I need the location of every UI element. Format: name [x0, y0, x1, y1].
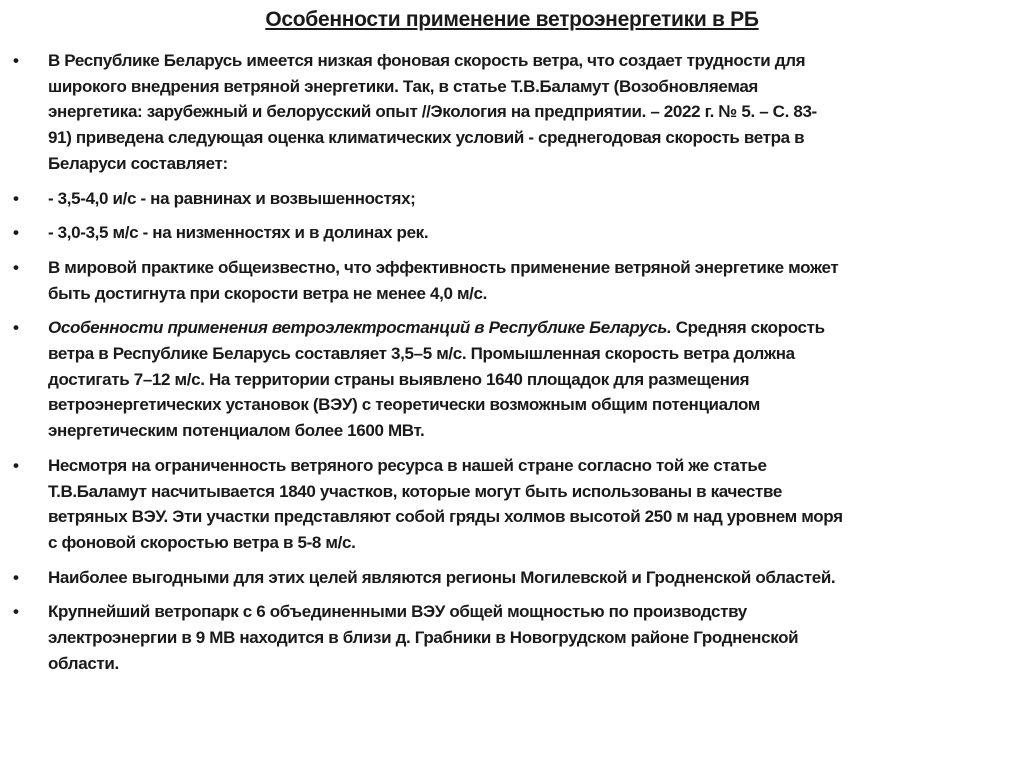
text-line — [48, 151, 1024, 177]
text-segment: ветра в Республике Беларусь составляет 3,5–5 м/с. Промышленная скорость ветра должна — [48, 344, 795, 364]
bullet-item — [0, 315, 1024, 444]
text-segment: - 3,0-3,5 м/с - на низменностях и в долинах рек. — [48, 223, 429, 243]
text-segment: области. — [48, 653, 119, 673]
text-segment: 91) приведена следующая оценка климатических условий - среднегодовая скорость ветра в — [48, 128, 805, 148]
bullet-marker-icon: • — [13, 223, 19, 243]
italic-text: Особенности применения ветроэлектростанций в Республике Беларусь. — [48, 318, 672, 338]
text-line — [48, 48, 1024, 74]
bullet-marker-icon: • — [13, 602, 19, 622]
text-line — [48, 281, 1024, 307]
text-segment: энергетическим потенциалом более 1600 МВт. — [48, 421, 425, 441]
text-segment: энергетика: зарубежный и белорусский опыт //Экология на предприятии. – 2022 г. № 5. – С. 83- — [48, 102, 817, 122]
text-segment: Средняя скорость — [671, 318, 825, 338]
text-line — [48, 255, 1024, 281]
bullet-list — [0, 48, 1024, 685]
text-line — [48, 565, 1024, 591]
bullet-marker-icon: • — [13, 257, 19, 277]
text-line — [48, 625, 1024, 651]
bullet-marker-icon: • — [13, 567, 19, 587]
text-segment: ветроэнергетических установок (ВЭУ) с теоретически возможным общим потенциалом — [48, 395, 761, 415]
text-line — [48, 315, 1024, 341]
bullet-item — [0, 186, 1024, 212]
text-line — [48, 504, 1024, 530]
text-line — [48, 599, 1024, 625]
text-line — [48, 392, 1024, 418]
bullet-item — [0, 48, 1024, 177]
text-line — [48, 651, 1024, 677]
bullet-item — [0, 599, 1024, 676]
text-segment: Т.В.Баламут насчитывается 1840 участков, которые могут быть использованы в качестве — [48, 481, 782, 501]
text-segment: достигать 7–12 м/с. На территории страны выявлено 1640 площадок для размещения — [48, 369, 750, 389]
text-line — [48, 74, 1024, 100]
text-line — [48, 479, 1024, 505]
text-segment: Крупнейший ветропарк с 6 объединенными ВЭУ общей мощностью по производству — [48, 602, 747, 622]
text-line — [48, 453, 1024, 479]
text-line — [48, 341, 1024, 367]
text-segment: В мировой практике общеизвестно, что эффективность применение ветряной энергетике может — [48, 257, 839, 277]
text-line — [48, 99, 1024, 125]
text-line — [48, 418, 1024, 444]
text-line — [48, 220, 1024, 246]
text-segment: Несмотря на ограниченность ветряного ресурса в нашей стране согласно той же статье — [48, 455, 767, 475]
bullet-marker-icon: • — [13, 51, 19, 70]
bullet-item — [0, 255, 1024, 306]
text-segment: электроэнергии в 9 МВ находится в близи д. Грабники в Новогрудском районе Гродненской — [48, 628, 799, 648]
text-segment: Беларуси составляет: — [48, 153, 228, 173]
text-line — [48, 186, 1024, 212]
text-line — [48, 367, 1024, 393]
slide-title: Особенности применение ветроэнергетики в РБ — [265, 8, 759, 31]
bullet-item — [0, 453, 1024, 556]
text-line — [48, 125, 1024, 151]
text-segment: Наиболее выгодными для этих целей являются регионы Могилевской и Гродненской областей. — [48, 567, 836, 587]
text-segment: быть достигнута при скорости ветра не менее 4,0 м/с. — [48, 283, 488, 303]
bullet-marker-icon: • — [13, 455, 19, 475]
text-line — [48, 530, 1024, 556]
bullet-marker-icon: • — [13, 318, 19, 338]
bullet-item — [0, 565, 1024, 591]
text-segment: ветряных ВЭУ. Эти участки представляют собой гряды холмов высотой 250 м над уровнем моря — [48, 507, 843, 527]
bullet-marker-icon: • — [13, 188, 19, 208]
text-segment: В Республике Беларусь имеется низкая фоновая скорость ветра, что создает трудности для — [48, 51, 806, 70]
text-segment: с фоновой скоростью ветра в 5-8 м/с. — [48, 532, 356, 552]
bullet-item — [0, 220, 1024, 246]
text-segment: - 3,5-4,0 и/с - на равнинах и возвышенностях; — [48, 188, 416, 208]
text-segment: широкого внедрения ветряной энергетики. Так, в статье Т.В.Баламут (Возобновляемая — [48, 76, 758, 96]
